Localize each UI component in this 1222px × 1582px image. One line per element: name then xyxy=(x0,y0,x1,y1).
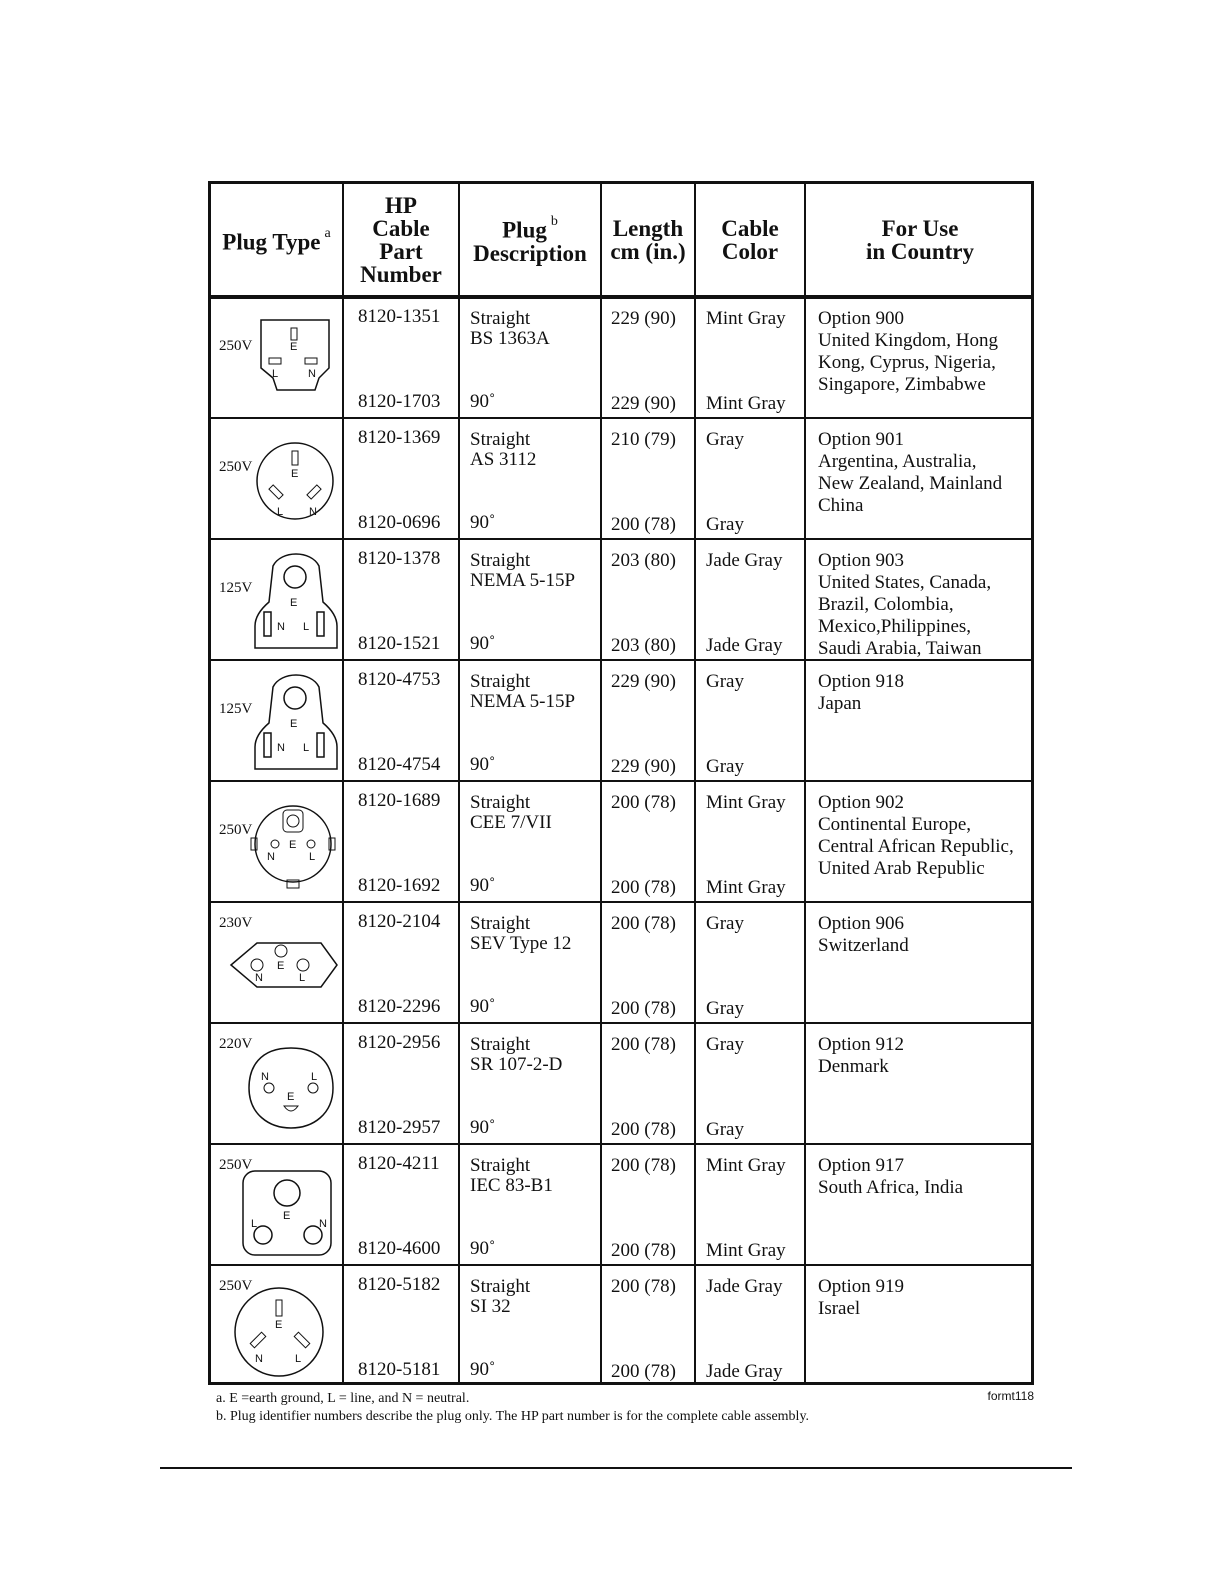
part-number-straight: 8120-4753 xyxy=(358,669,441,690)
cable-color-straight: Mint Gray xyxy=(706,308,786,329)
plug-standard: AS 3112 xyxy=(470,449,537,470)
length-90: 200 (78) xyxy=(611,514,676,535)
part-number-90: 8120-2957 xyxy=(358,1117,441,1138)
plug-style-90: 90˚ xyxy=(470,1359,496,1380)
cable-color-90: Mint Gray xyxy=(706,393,786,414)
pin-label: L xyxy=(299,972,306,984)
plug-style-straight: Straight xyxy=(470,550,531,571)
country-cell xyxy=(818,1276,1033,1320)
cable-color-straight: Mint Gray xyxy=(706,1155,786,1176)
pin-label: N xyxy=(308,368,316,380)
table-row xyxy=(211,903,1031,1024)
table-row xyxy=(211,1266,1031,1387)
pin-label: L xyxy=(251,1218,258,1230)
option-number: Option 912 xyxy=(818,1034,905,1055)
voltage-label: 220V xyxy=(219,1036,253,1052)
header-plug-type: Plug Type $^a$ xyxy=(222,225,331,255)
part-number-90: 8120-1692 xyxy=(358,875,441,896)
pin-label: L xyxy=(272,368,279,380)
table-row xyxy=(211,1024,1031,1145)
country-cell xyxy=(818,1034,1033,1078)
plug-standard: NEMA 5-15P xyxy=(470,570,576,591)
plug-style-90: 90˚ xyxy=(470,633,496,654)
pin-label: L xyxy=(303,621,310,633)
part-number-straight: 8120-4211 xyxy=(358,1153,440,1174)
table-row xyxy=(211,298,1031,419)
plug-style-straight: Straight xyxy=(470,913,531,934)
length-straight: 200 (78) xyxy=(611,1276,676,1297)
pin-label: E xyxy=(290,718,298,730)
option-number: Option 902 xyxy=(818,792,905,813)
country-line: Kong, Cyprus, Nigeria, xyxy=(818,352,996,373)
part-number-straight: 8120-1351 xyxy=(358,306,441,327)
option-number: Option 900 xyxy=(818,308,905,329)
country-line: United Kingdom, Hong xyxy=(818,330,998,351)
header-length: Length cm (in.) xyxy=(610,215,686,264)
figure-code: formt118 xyxy=(987,1389,1034,1403)
plug-style-90: 90˚ xyxy=(470,1117,496,1138)
pin-label: E xyxy=(289,839,297,851)
length-straight: 200 (78) xyxy=(611,913,676,934)
plug-style-straight: Straight xyxy=(470,308,531,329)
plug-standard: NEMA 5-15P xyxy=(470,691,576,712)
cable-color-90: Gray xyxy=(706,756,744,777)
pin-label: L xyxy=(295,1353,302,1365)
voltage-label: 250V xyxy=(219,1278,253,1294)
header-plug-description: Plug $^b$ Description xyxy=(473,214,587,266)
part-number-straight: 8120-1378 xyxy=(358,548,441,569)
plug-style-straight: Straight xyxy=(470,1155,531,1176)
country-line: Israel xyxy=(818,1298,861,1319)
plug-style-90: 90˚ xyxy=(470,875,496,896)
pin-label: E xyxy=(287,1091,295,1103)
part-number-90: 8120-4754 xyxy=(358,754,441,775)
pin-label: N xyxy=(261,1071,269,1083)
plug-standard: IEC 83-B1 xyxy=(470,1175,553,1196)
plug-style-90: 90˚ xyxy=(470,1238,496,1259)
voltage-label: 125V xyxy=(219,701,253,717)
option-number: Option 901 xyxy=(818,429,905,450)
country-line: Continental Europe, xyxy=(818,814,972,835)
pin-label: N xyxy=(277,742,285,754)
plug-style-90: 90˚ xyxy=(470,754,496,775)
voltage-label: 250V xyxy=(219,338,253,354)
country-line: Switzerland xyxy=(818,935,909,956)
pin-label: L xyxy=(303,742,310,754)
pin-label: E xyxy=(277,960,285,972)
pin-label: L xyxy=(309,851,316,863)
header-part-number: HP Cable Part Number xyxy=(360,192,442,287)
voltage-label: 125V xyxy=(219,580,253,596)
country-line: Argentina, Australia, xyxy=(818,451,977,472)
plug-style-straight: Straight xyxy=(470,429,531,450)
cable-color-straight: Gray xyxy=(706,671,744,692)
option-number: Option 917 xyxy=(818,1155,905,1176)
pin-label: N xyxy=(255,1353,263,1365)
length-90: 229 (90) xyxy=(611,393,676,414)
australia-plug-icon xyxy=(211,419,344,538)
country-cell xyxy=(818,308,1033,396)
table-row xyxy=(211,419,1031,540)
cable-color-straight: Jade Gray xyxy=(706,550,783,571)
length-90: 200 (78) xyxy=(611,1240,676,1261)
country-line: New Zealand, Mainland xyxy=(818,473,1003,494)
nema-plug-icon xyxy=(211,540,344,659)
cable-color-straight: Gray xyxy=(706,1034,744,1055)
option-number: Option 918 xyxy=(818,671,905,692)
part-number-90: 8120-2296 xyxy=(358,996,441,1017)
cable-color-90: Jade Gray xyxy=(706,635,783,656)
header-cable-color: Cable Color xyxy=(721,215,779,264)
pin-label: L xyxy=(311,1071,318,1083)
power-cord-table xyxy=(208,181,1034,1385)
pin-label: E xyxy=(291,468,299,480)
pin-label: N xyxy=(277,621,285,633)
plug-style-straight: Straight xyxy=(470,792,531,813)
part-number-straight: 8120-2956 xyxy=(358,1032,441,1053)
pin-label: E xyxy=(290,597,298,609)
pin-label: E xyxy=(283,1210,291,1222)
voltage-label: 230V xyxy=(219,915,253,931)
country-cell xyxy=(818,429,1033,517)
cable-color-90: Jade Gray xyxy=(706,1361,783,1382)
country-cell xyxy=(818,913,1033,957)
country-line: United Arab Republic xyxy=(818,858,985,879)
country-line: Japan xyxy=(818,693,862,714)
cable-color-straight: Gray xyxy=(706,429,744,450)
cable-color-90: Mint Gray xyxy=(706,1240,786,1261)
length-90: 200 (78) xyxy=(611,1361,676,1382)
cable-color-90: Mint Gray xyxy=(706,877,786,898)
part-number-straight: 8120-5182 xyxy=(358,1274,441,1295)
country-cell xyxy=(818,1155,1033,1199)
country-line: Mexico,Philippines, xyxy=(818,616,972,637)
length-90: 200 (78) xyxy=(611,877,676,898)
page-rule xyxy=(160,1467,1072,1469)
length-straight: 210 (79) xyxy=(611,429,676,450)
table-row xyxy=(211,1145,1031,1266)
country-line: Saudi Arabia, Taiwan xyxy=(818,638,982,659)
plug-standard: SI 32 xyxy=(470,1296,511,1317)
country-cell xyxy=(818,792,1033,880)
length-90: 200 (78) xyxy=(611,1119,676,1140)
uk-plug-icon xyxy=(211,298,344,417)
plug-style-straight: Straight xyxy=(470,671,531,692)
footnote-a: a. E =earth ground, L = line, and N = neutral. xyxy=(216,1391,470,1406)
country-line: Brazil, Colombia, xyxy=(818,594,954,615)
part-number-90: 8120-4600 xyxy=(358,1238,441,1259)
country-line: Denmark xyxy=(818,1056,889,1077)
part-number-90: 8120-1521 xyxy=(358,633,441,654)
cable-color-90: Gray xyxy=(706,1119,744,1140)
length-straight: 229 (90) xyxy=(611,308,676,329)
plug-style-90: 90˚ xyxy=(470,512,496,533)
length-90: 229 (90) xyxy=(611,756,676,777)
length-straight: 200 (78) xyxy=(611,1034,676,1055)
plug-standard: SR 107-2-D xyxy=(470,1054,563,1075)
voltage-label: 250V xyxy=(219,1157,253,1173)
part-number-straight: 8120-1369 xyxy=(358,427,441,448)
cable-color-90: Gray xyxy=(706,514,744,535)
country-cell xyxy=(818,671,1033,715)
cable-color-straight: Gray xyxy=(706,913,744,934)
length-straight: 200 (78) xyxy=(611,792,676,813)
country-line: Central African Republic, xyxy=(818,836,1014,857)
part-number-straight: 8120-1689 xyxy=(358,790,441,811)
part-number-90: 8120-1703 xyxy=(358,391,441,412)
pin-label: L xyxy=(277,506,284,518)
voltage-label: 250V xyxy=(219,822,253,838)
country-line: South Africa, India xyxy=(818,1177,964,1198)
plug-style-straight: Straight xyxy=(470,1276,531,1297)
schuko-plug-icon xyxy=(211,782,344,901)
country-cell xyxy=(818,550,1033,660)
option-number: Option 903 xyxy=(818,550,905,571)
length-straight: 200 (78) xyxy=(611,1155,676,1176)
voltage-label: 250V xyxy=(219,459,253,475)
part-number-90: 8120-0696 xyxy=(358,512,441,533)
nema-plug-icon xyxy=(211,661,344,780)
part-number-straight: 8120-2104 xyxy=(358,911,441,932)
plug-style-straight: Straight xyxy=(470,1034,531,1055)
cable-color-straight: Mint Gray xyxy=(706,792,786,813)
table-row xyxy=(211,782,1031,903)
part-number-90: 8120-5181 xyxy=(358,1359,441,1380)
cable-color-straight: Jade Gray xyxy=(706,1276,783,1297)
length-90: 203 (80) xyxy=(611,635,676,656)
plug-style-90: 90˚ xyxy=(470,996,496,1017)
option-number: Option 906 xyxy=(818,913,905,934)
pin-label: E xyxy=(290,341,298,353)
option-number: Option 919 xyxy=(818,1276,905,1297)
pin-label: N xyxy=(255,972,263,984)
table-row xyxy=(211,540,1031,661)
plug-standard: SEV Type 12 xyxy=(470,933,572,954)
plug-standard: CEE 7/VII xyxy=(470,812,552,833)
table-header xyxy=(211,184,1031,299)
header-country: For Use in Country xyxy=(866,215,974,264)
plug-standard: BS 1363A xyxy=(470,328,550,349)
pin-label: E xyxy=(275,1319,283,1331)
country-line: Singapore, Zimbabwe xyxy=(818,374,986,395)
plug-style-90: 90˚ xyxy=(470,391,496,412)
length-straight: 229 (90) xyxy=(611,671,676,692)
length-90: 200 (78) xyxy=(611,998,676,1019)
length-straight: 203 (80) xyxy=(611,550,676,571)
footnote-b: b. Plug identifier numbers describe the plug only. The HP part number is for the complete cable assembly. xyxy=(216,1409,810,1424)
pin-label: N xyxy=(319,1218,327,1230)
cable-color-90: Gray xyxy=(706,998,744,1019)
country-line: China xyxy=(818,495,864,516)
pin-label: N xyxy=(309,506,317,518)
country-line: United States, Canada, xyxy=(818,572,992,593)
pin-label: N xyxy=(267,851,275,863)
table-row xyxy=(211,661,1031,782)
